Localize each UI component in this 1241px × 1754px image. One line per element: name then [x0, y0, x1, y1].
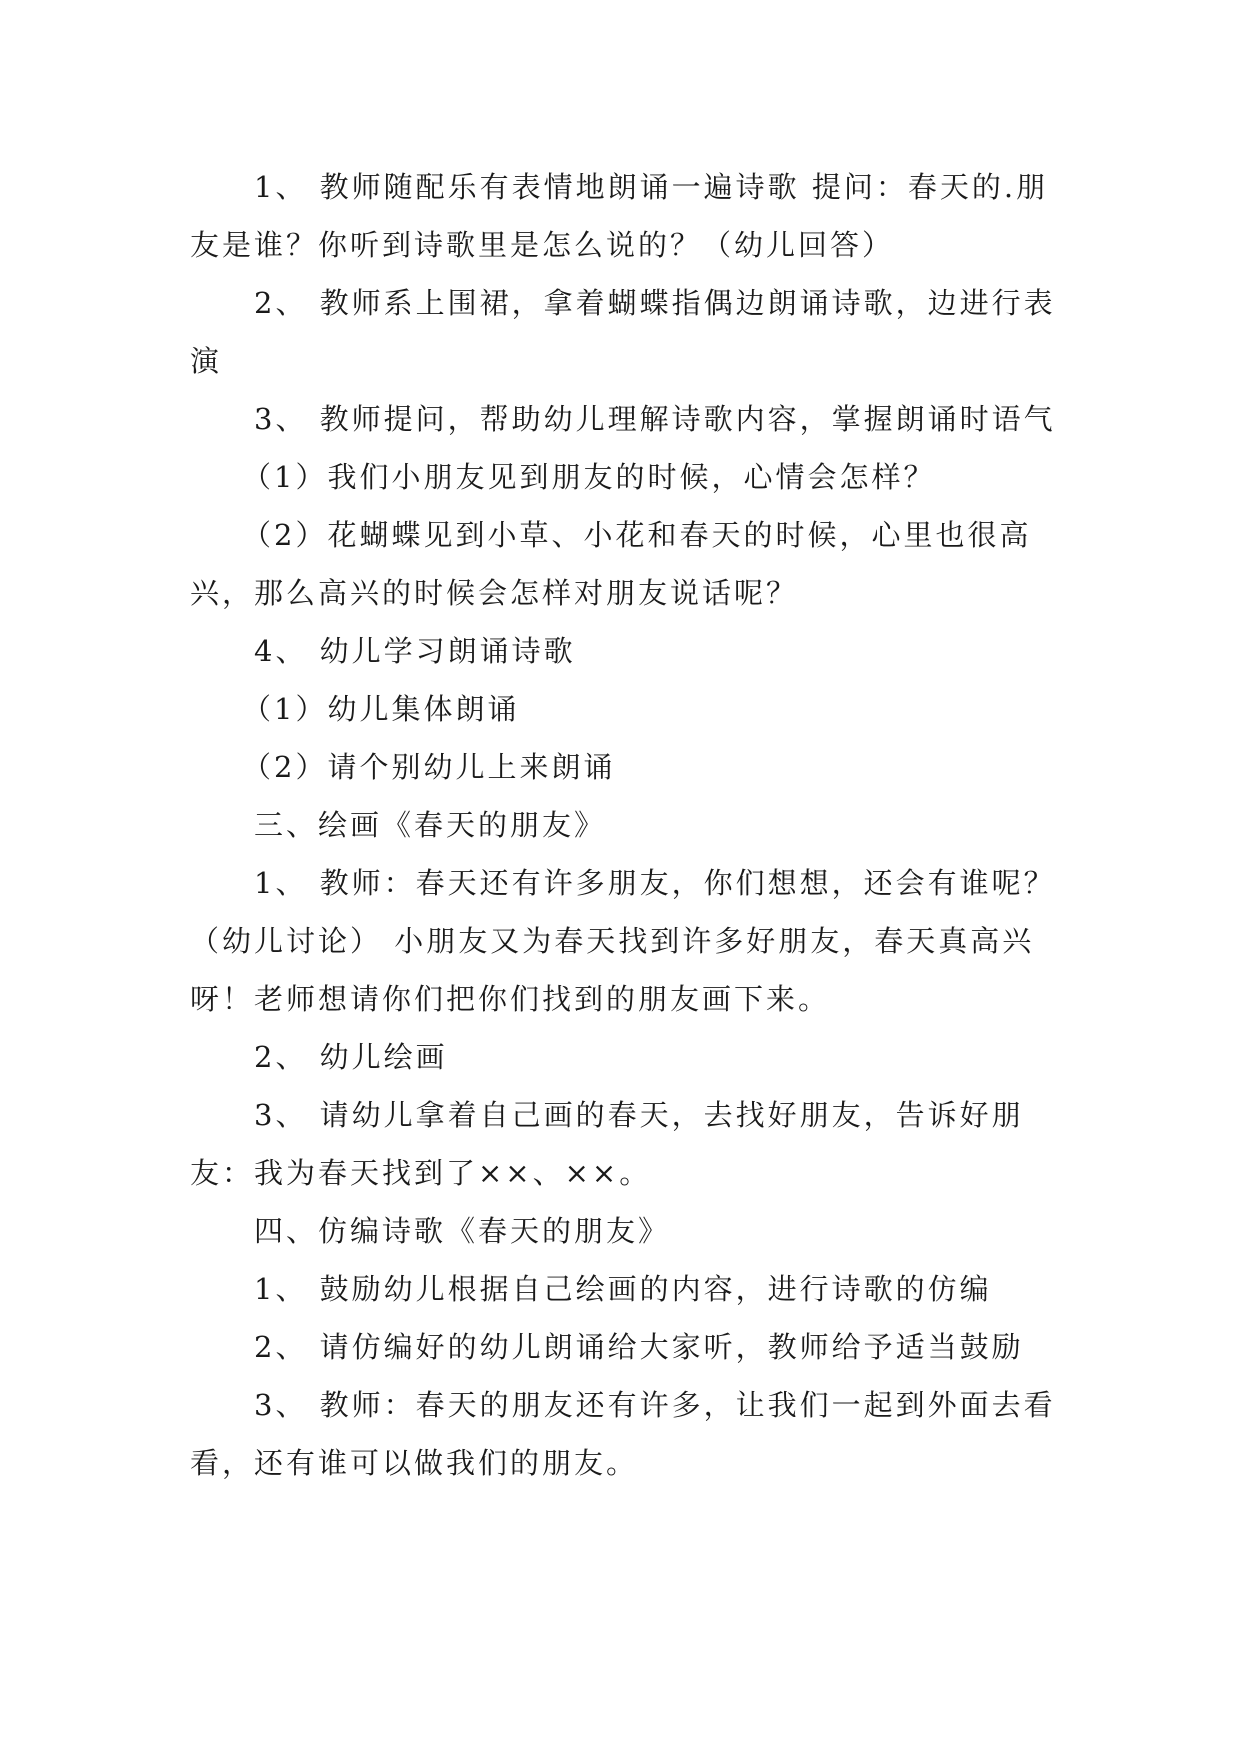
- paragraph-imitation-step-1: 1、 鼓励幼儿根据自己绘画的内容，进行诗歌的仿编: [254, 1272, 992, 1306]
- paragraph-drawing-step-2: 2、 幼儿绘画: [254, 1040, 448, 1074]
- paragraph-imitation-step-3: 3、 教师：春天的朋友还有许多，让我们一起到外面去看看，还有谁可以做我们的朋友。: [190, 1388, 1056, 1480]
- paragraph-drawing-step-3: 3、 请幼儿拿着自己画的春天，去找好朋友，告诉好朋友：我为春天找到了××、××。: [190, 1098, 1024, 1190]
- paragraph-step-2: 2、 教师系上围裙，拿着蝴蝶指偶边朗诵诗歌，边进行表演: [190, 286, 1056, 378]
- paragraph-imitation-step-2: 2、 请仿编好的幼儿朗诵给大家听，教师给予适当鼓励: [254, 1330, 1024, 1364]
- section-heading-imitation: 四、仿编诗歌《春天的朋友》: [254, 1214, 671, 1248]
- paragraph-step-3: 3、 教师提问，帮助幼儿理解诗歌内容，掌握朗诵时语气: [254, 402, 1056, 436]
- paragraph-substep-collective: （1）幼儿集体朗诵: [242, 692, 520, 726]
- document-body: [190, 158, 1060, 1492]
- paragraph-substep-1: （1）我们小朋友见到朋友的时候，心情会怎样？: [242, 460, 936, 494]
- paragraph-step-4: 4、 幼儿学习朗诵诗歌: [254, 634, 576, 668]
- section-heading-drawing: 三、绘画《春天的朋友》: [254, 808, 607, 842]
- paragraph-substep-2: （2）花蝴蝶见到小草、小花和春天的时候，心里也很高兴，那么高兴的时候会怎样对朋友说话呢？: [190, 518, 1032, 610]
- paragraph-step-1: 1、 教师随配乐有表情地朗诵一遍诗歌 提问：春天的.朋友是谁？你听到诗歌里是怎么说的？（幼儿回答）: [190, 170, 1049, 262]
- paragraph-substep-individual: （2）请个别幼儿上来朗诵: [242, 750, 616, 784]
- paragraph-drawing-step-1: 1、 教师：春天还有许多朋友，你们想想，还会有谁呢？（幼儿讨论） 小朋友又为春天找到许多好朋友，春天真高兴呀！老师想请你们把你们找到的朋友画下来。: [190, 866, 1056, 1016]
